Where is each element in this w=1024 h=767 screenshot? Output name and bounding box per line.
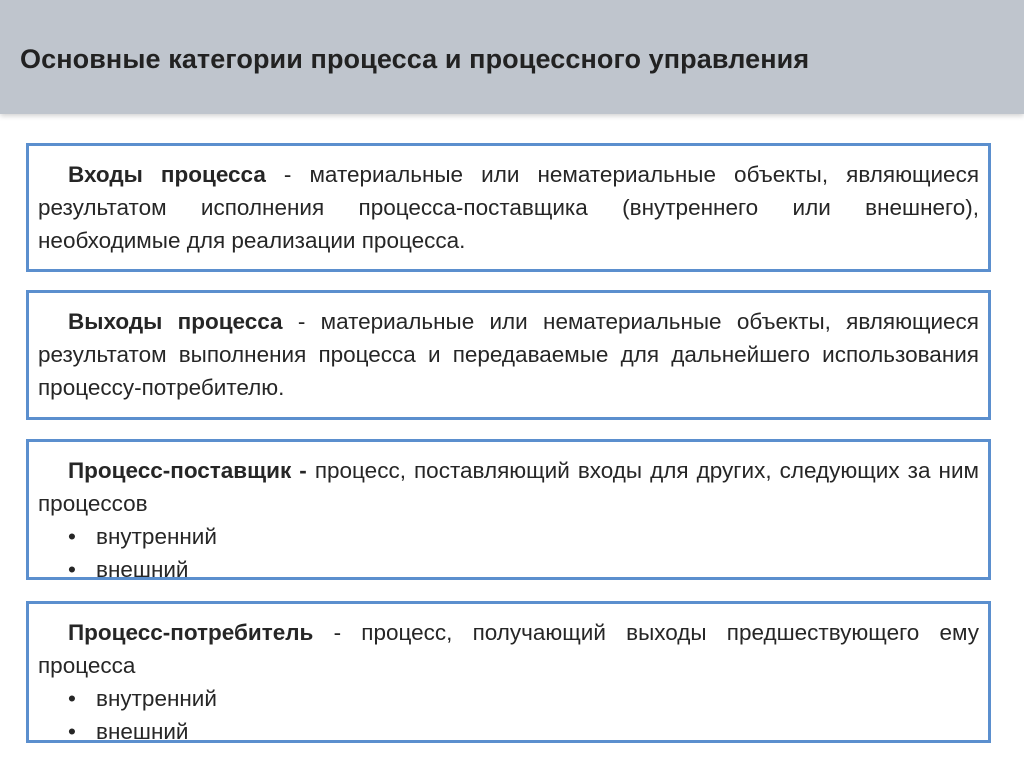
bullet-icon: • bbox=[68, 686, 76, 711]
list-item bbox=[38, 553, 979, 586]
list-item bbox=[38, 520, 979, 553]
definition-box-supplier bbox=[26, 439, 991, 580]
definition-box-outputs bbox=[26, 290, 991, 420]
definition-paragraph bbox=[38, 158, 979, 257]
definition-text: - материальные или нематериальные объекты, являющиеся результатом выполнения процесса и передаваемые для дальнейшего использования процессу-потребителю. bbox=[38, 309, 979, 400]
definition-term: Входы процесса bbox=[68, 162, 266, 187]
list-item-text: внешний bbox=[96, 557, 189, 582]
definition-text: - процесс, получающий выходы предшествующего ему процесса bbox=[38, 620, 979, 678]
list-item bbox=[38, 682, 979, 715]
definition-text: процесс, поставляющий входы для других, следующих за ним процессов bbox=[38, 458, 980, 516]
list-item-text: внутренний bbox=[96, 686, 217, 711]
definition-text: - материальные или нематериальные объекты, являющиеся результатом исполнения процесса-поставщика (внутреннего или внешнего), необходимые для реализации процесса. bbox=[38, 162, 979, 253]
definition-term: Процесс-поставщик - bbox=[68, 458, 307, 483]
bullet-list bbox=[38, 520, 979, 586]
bullet-icon: • bbox=[68, 557, 76, 582]
slide-header bbox=[0, 0, 1024, 114]
slide-title: Основные категории процесса и процессного управления bbox=[20, 44, 810, 74]
definition-box-consumer bbox=[26, 601, 991, 743]
bullet-icon: • bbox=[68, 719, 76, 744]
definition-paragraph bbox=[38, 454, 979, 520]
definition-box-inputs bbox=[26, 143, 991, 272]
list-item bbox=[38, 715, 979, 748]
definition-term: Выходы процесса bbox=[68, 309, 283, 334]
bullet-list bbox=[38, 682, 979, 748]
definition-paragraph bbox=[38, 305, 979, 404]
definition-paragraph bbox=[38, 616, 979, 682]
list-item-text: внутренний bbox=[96, 524, 217, 549]
definition-term: Процесс-потребитель bbox=[68, 620, 314, 645]
bullet-icon: • bbox=[68, 524, 76, 549]
list-item-text: внешний bbox=[96, 719, 189, 744]
